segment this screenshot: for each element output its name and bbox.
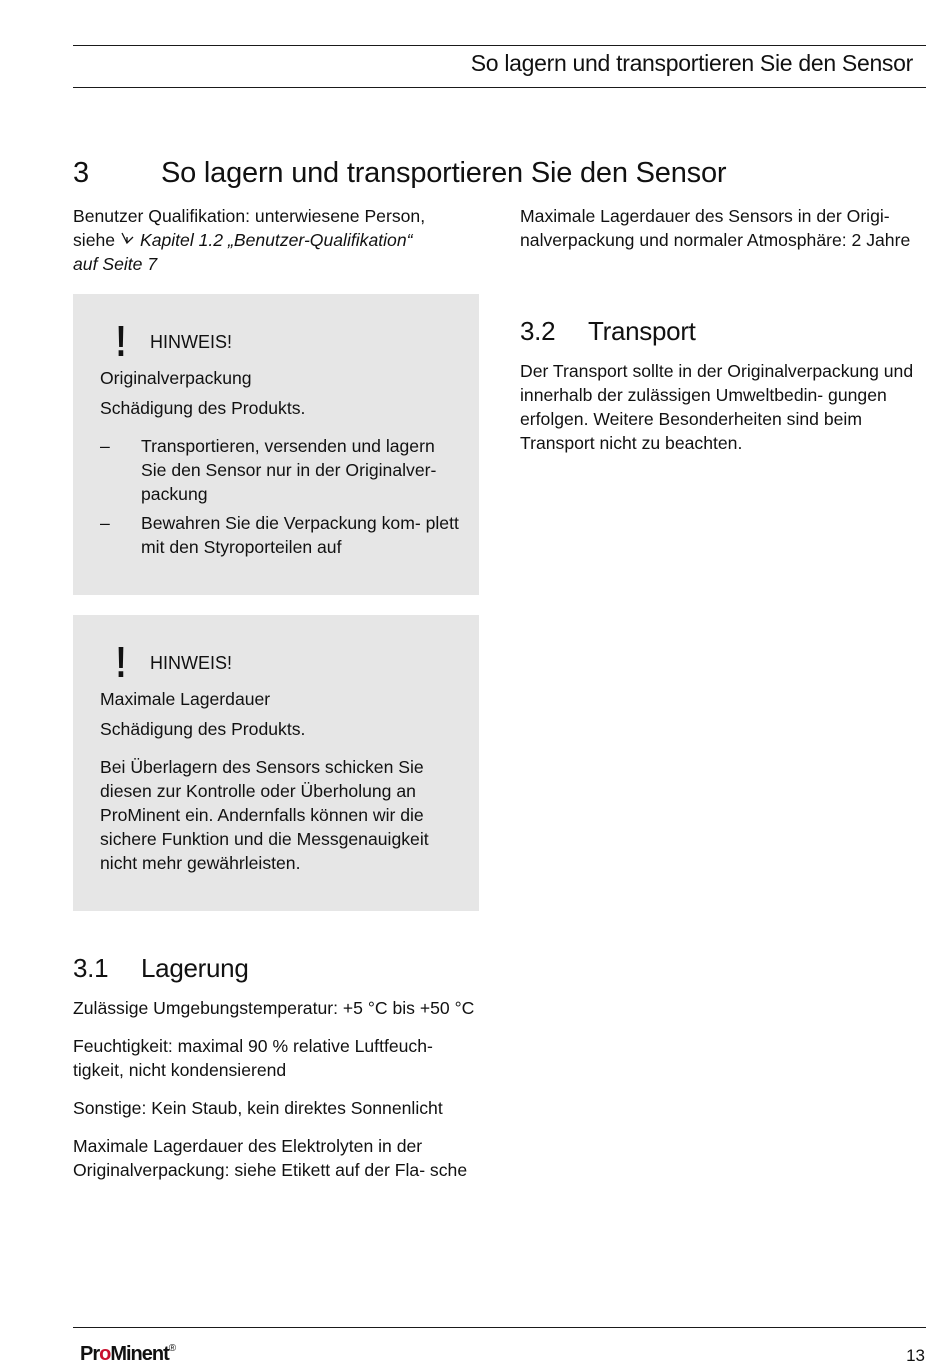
logo-text-pre: Pr xyxy=(80,1343,100,1365)
running-header-title: So lagern und transportieren Sie den Sensor xyxy=(470,50,913,76)
qualification-value: unterwiesene Person, xyxy=(250,206,426,226)
cross-reference-page: auf Seite 7 xyxy=(73,254,158,274)
notice-label: HINWEIS! xyxy=(150,653,233,673)
footer-rule xyxy=(73,1327,926,1328)
chapter-cross-reference-link[interactable]: Kapitel 1.2 „Benutzer-Qualifikation“ xyxy=(139,230,413,250)
page-number: 13 xyxy=(906,1346,925,1365)
notice-header xyxy=(100,317,465,366)
section-number: 3.2 xyxy=(520,316,556,346)
notice-header xyxy=(100,638,465,687)
chapter-heading xyxy=(73,157,726,190)
header-top-rule xyxy=(73,45,926,46)
transport-paragraph xyxy=(520,359,926,469)
list-item xyxy=(100,434,465,506)
header-bottom-rule xyxy=(73,87,926,88)
logo-registered-mark: ® xyxy=(168,1343,177,1354)
storage-paragraph: Zulässige Umgebungstemperatur: +5 °C bis +50 °C xyxy=(73,998,475,1018)
notice-text: Schädigung des Produkts. xyxy=(100,719,306,739)
notice-body: Bei Überlagern des Sensors schicken Sie diesen zur Kontrolle oder Überholung an ProMinent ein. Andernfalls können wir die sichere Funktion und die Messgenauigkeit nicht mehr gewährleisten. xyxy=(100,757,429,873)
storage-paragraph: Maximale Lagerdauer des Elektrolyten in der Originalverpackung: siehe Etikett auf der Fla- sche xyxy=(73,1136,468,1180)
instruction-list xyxy=(100,434,465,559)
list-item xyxy=(100,511,465,559)
sensor-storage-duration xyxy=(520,204,926,266)
notice-label: HINWEIS! xyxy=(150,332,233,352)
qualification-paragraph xyxy=(73,204,481,290)
notice-box-packaging xyxy=(73,294,479,595)
transport-text: Der Transport sollte in der Originalverpackung und innerhalb der zulässigen Umweltbedin- gungen erfolgen. Weitere Besonderheiten sind beim Transport nicht zu beachten. xyxy=(520,361,914,453)
section-title: Lagerung xyxy=(141,953,249,983)
list-item-text: Bewahren Sie die Verpackung kom- plett mit den Styroporteilen auf xyxy=(141,513,459,557)
exclamation-icon: ! xyxy=(115,317,127,366)
chapter-title: So lagern und transportieren Sie den Sensor xyxy=(161,157,727,189)
section-heading-transport xyxy=(520,316,696,347)
list-dash: – xyxy=(100,436,110,456)
list-item-text: Transportieren, versenden und lagern Sie den Sensor nur in der Originalver- packung xyxy=(141,436,437,504)
qualification-label: Benutzer Qualifikation: xyxy=(73,206,251,226)
storage-duration-text: Maximale Lagerdauer des Sensors in der Origi- nalverpackung und normaler Atmosphäre: 2 Jahre xyxy=(520,206,911,250)
arrow-reference-icon xyxy=(120,228,140,252)
exclamation-icon: ! xyxy=(115,638,127,687)
storage-paragraph: Sonstige: Kein Staub, kein direktes Sonnenlicht xyxy=(73,1098,443,1118)
section-heading-storage xyxy=(73,953,248,984)
storage-paragraph: Feuchtigkeit: maximal 90 % relative Luftfeuch- tigkeit, nicht kondensierend xyxy=(73,1036,433,1080)
prominent-logo xyxy=(80,1343,176,1366)
chapter-number: 3 xyxy=(73,157,89,189)
storage-conditions xyxy=(73,996,479,1196)
notice-title: Maximale Lagerdauer xyxy=(100,689,271,709)
list-dash: – xyxy=(100,513,110,533)
notice-text: Schädigung des Produkts. xyxy=(100,398,306,418)
section-number: 3.1 xyxy=(73,953,109,983)
notice-title: Originalverpackung xyxy=(100,368,252,388)
logo-text-o: o xyxy=(99,1343,111,1365)
section-title: Transport xyxy=(588,316,696,346)
notice-box-storage-duration xyxy=(73,615,479,911)
see-text: siehe xyxy=(73,230,120,250)
logo-text-post: Minent xyxy=(110,1343,169,1365)
